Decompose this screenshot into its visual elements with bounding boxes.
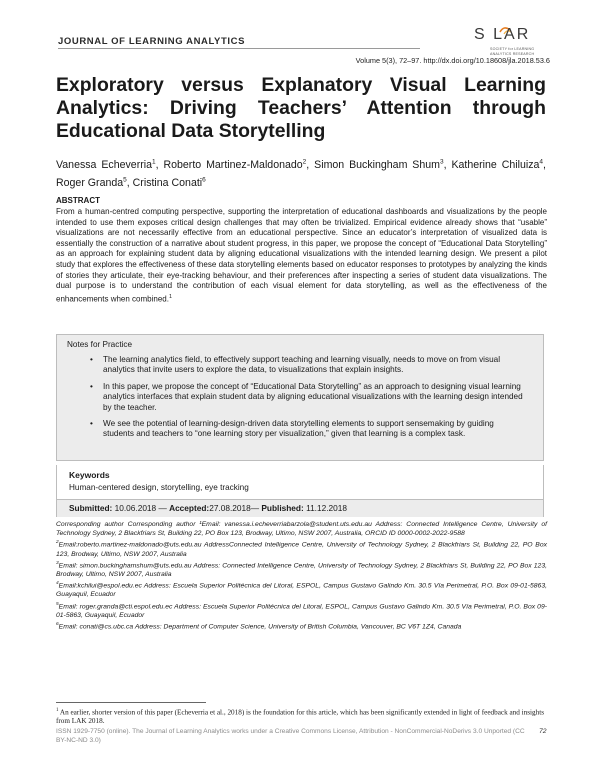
bullet-icon: •: [90, 381, 93, 391]
affiliation-entry: $^2$Email:roberto.martinez-maldonado@uts.edu.au AddressConnected Intelligence Centre, University of Technology Sydney, 2 Blackfriars St, Building 22, PO Box 123, Brodway, Ultimo, NSW 2007, Australia: [56, 540, 547, 558]
author: Roberto Martinez-Maldonado$^2$,: [163, 158, 315, 171]
publication-dates: Submitted: 10.06.2018 — Accepted:27.08.2018— Published: 11.12.2018: [69, 503, 347, 513]
affiliation-entry: $^4$Email:kchilui@espol.edu.ec Address: Escuela Superior Politécnica del Litoral, ESPOL, Campus Gustavo Galindo Km. 30.5 Vía Perimetral, P.O. Box 09-01-5863, Guayaquil, Ecuador: [56, 581, 547, 599]
logo-wordmark: S LAR: [474, 26, 531, 43]
page-number: 72: [539, 728, 547, 735]
notes-list: [57, 355, 527, 446]
license-text: ISSN 1929-7750 (online). The Journal of Learning Analytics works under a Creative Commons License, Attribution - NonCommercial-NoDerivs 3.0 Unported (CC BY-NC-ND 3.0): [56, 728, 525, 744]
bullet-icon: •: [90, 355, 93, 364]
solar-logo: [460, 26, 550, 60]
notes-title: Notes for Practice: [67, 340, 133, 349]
author: Roger Granda$^5$,: [56, 176, 133, 190]
abstract-text: From a human-centred computing perspective, supporting the interpretation of educational dashboards and visualizations by the people intended to use them exposes critical design challenges that may often be trivialized. Empirical evidence already shows that “usable” visualizations are not necessarily effective from an educational perspective. Since an educator’s interpretation of visualized data is essentially the construction of a narrative about student progress, in this paper, we propose the concept of “Educational Data Storytelling” as an approach for explaining student data by aligning educational visualizations with the intended learning design. We present a pilot study that explores the effectiveness of these data storytelling elements based on educator responses to prototypes by analyzing the kinds of stories they articulate, their eye-tracking behaviour, and their preferences after inspecting a series of student data visualizations. The dual purpose is to understand the contribution of each visual element for data storytelling, as well as the effectiveness of the enhancements when combined.$^1$: [56, 207, 547, 304]
logo-subtitle-line-2: ANALYTICS RESEARCH: [490, 52, 535, 56]
abstract-footnote-ref[interactable]: 1: [168, 293, 173, 300]
author: Cristina Conati$^6$: [132, 176, 206, 190]
paper-title: Exploratory versus Explanatory Visual Learning Analytics: Driving Teachers’ Attention through Educational Data Storytelling: [56, 74, 546, 142]
affiliations: [56, 520, 547, 631]
header-divider: [58, 48, 420, 49]
volume-doi: Volume 5(3), 72–97. http://dx.doi.org/10.18608/jla.2018.53.6: [355, 56, 550, 65]
journal-name: JOURNAL OF LEARNING ANALYTICS: [58, 36, 246, 47]
author: Simon Buckingham Shum$^3$,: [314, 158, 452, 171]
footnote: $^1$ An earlier, shorter version of this paper (Echeverria et al., 2018) is the foundation for this article, which has been significantly extended in light of feedback and insights from LAK 2018.: [56, 708, 545, 726]
list-item: • In this paper, we propose the concept of “Educational Data Storytelling” as an approach to designing visual learning analytics interfaces that explain student data by aligning educational visualizations with the learning design intended by the teacher.: [90, 381, 523, 412]
abstract-heading: ABSTRACT: [56, 196, 100, 205]
keywords-box: [56, 465, 544, 517]
author: Vanessa Echeverria$^1$,: [56, 158, 164, 171]
logo-subtitle-line-1: SOCIETY for LEARNING: [490, 47, 535, 51]
affiliation-entry: $^6$Email: conati@cs.ubc.ca Address: Department of Computer Science, University of British Columbia, Vancouver, BC V6T 1Z4, Canada: [56, 622, 462, 631]
keywords-heading: Keywords: [69, 470, 110, 480]
author: Katherine Chiluiza$^4$,: [451, 158, 546, 171]
notes-for-practice-box: [56, 334, 544, 461]
list-item: • We see the potential of learning-design-driven data storytelling elements to support sensemaking by guiding students and teachers to “one learning story per visualization,” given that learning is a complex task.: [90, 419, 494, 439]
affiliation-entry: $^5$Email: roger.granda@cti.espol.edu.ec Address: Escuela Superior Politécnica del Litoral, ESPOL, Campus Gustavo Galindo Km. 30.5 Vía Perimetral, P.O. Box 09-01-5863, Guayaquil, Ecuador: [56, 601, 547, 619]
affiliation-entry: $^3$Email: simon.buckinghamshum@uts.edu.au Address: Connected Intelligence Centre, University of Technology Sydney, 2 Blackfriars St, Building 22, PO Box 123, Brodway, Ultimo, NSW 2007, Australia: [56, 560, 547, 578]
list-item: • The learning analytics field, to effectively support teaching and learning visually, needs to move on from visual analytics that invite users to explore the data, to visualizations that explain insights.: [90, 355, 501, 375]
bullet-icon: •: [90, 419, 93, 429]
affiliation-entry: Corresponding author Corresponding author ¹Email: vanessa.i.echeverriabarzola@student.uts.edu.au Address: Connected Intelligence Centre, University of Technology Sydney, 2 Blackfriars St, Building 22, PO Box 123, Brodway, Ultimo, NSW 2007, Australia, ORCID ID 0000-0002-2022-9588: [56, 521, 547, 538]
keywords-text: Human-centered design, storytelling, eye tracking: [69, 483, 249, 492]
footnote-divider: [56, 702, 206, 703]
author-list: [56, 154, 546, 191]
